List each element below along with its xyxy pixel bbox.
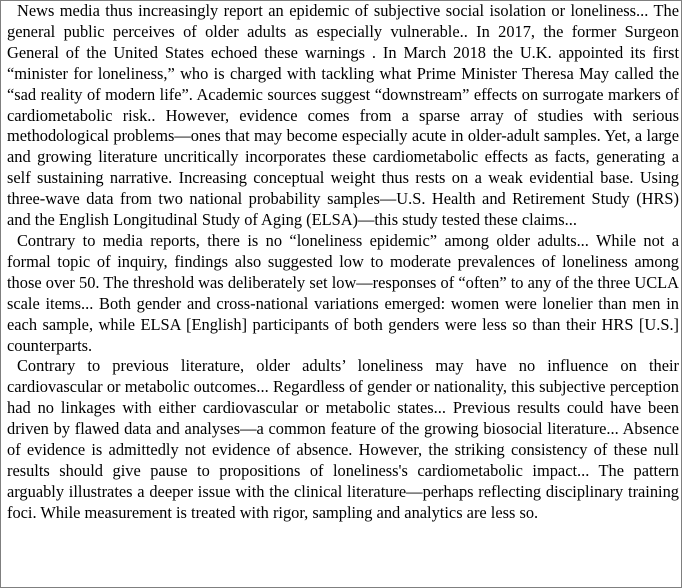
- paragraph-2: Contrary to media reports, there is no “loneliness epidemic” among older adults... While not a formal topic of inquiry, findings also suggested low to moderate prevalences of loneliness among those over 50. The threshold was deliberately set low—responses of “often” to any of the three UCLA scale items... Both gender and cross-national variations emerged: women were lonelier than men in each sample, while ELSA [English] participants of both genders were less so than their HRS [U.S.] counterparts.: [7, 230, 679, 355]
- paragraph-1: News media thus increasingly report an epidemic of subjective social isolation or loneliness... The general public perceives of older adults as especially vulnerable.. In 2017, the former Surgeon General of the United States echoed these warnings . In March 2018 the U.K. appointed its first “minister for loneliness,” who is charged with tackling what Prime Minister Theresa May called the “sad reality of modern life”. Academic sources suggest “downstream” effects on surrogate markers of cardiometabolic risk.. However, evidence comes from a sparse array of studies with serious methodological problems—ones that may become especially acute in older-adult samples. Yet, a large and growing literature uncritically incorporates these cardiometabolic effects as facts, generating a self sustaining narrative. Increasing conceptual weight thus rests on a weak evidential base. Using three-wave data from two national probability samples—U.S. Health and Retirement Study (HRS) and the English Longitudinal Study of Aging (ELSA)—this study tested these claims...: [7, 1, 679, 230]
- document-body: [7, 1, 679, 524]
- paragraph-3: Contrary to previous literature, older adults’ loneliness may have no influence on their cardiovascular or metabolic outcomes... Regardless of gender or nationality, this subjective perception had no linkages with either cardiovascular or metabolic states... Previous results could have been driven by flawed data and analyses—a common feature of the growing biosocial literature... Absence of evidence is admittedly not evidence of absence. However, the striking consistency of these null results should give pause to propositions of loneliness's cardiometabolic impact... The pattern arguably illustrates a deeper issue with the clinical literature—perhaps reflecting disciplinary training foci. While measurement is treated with rigor, sampling and analytics are less so.: [7, 356, 679, 522]
